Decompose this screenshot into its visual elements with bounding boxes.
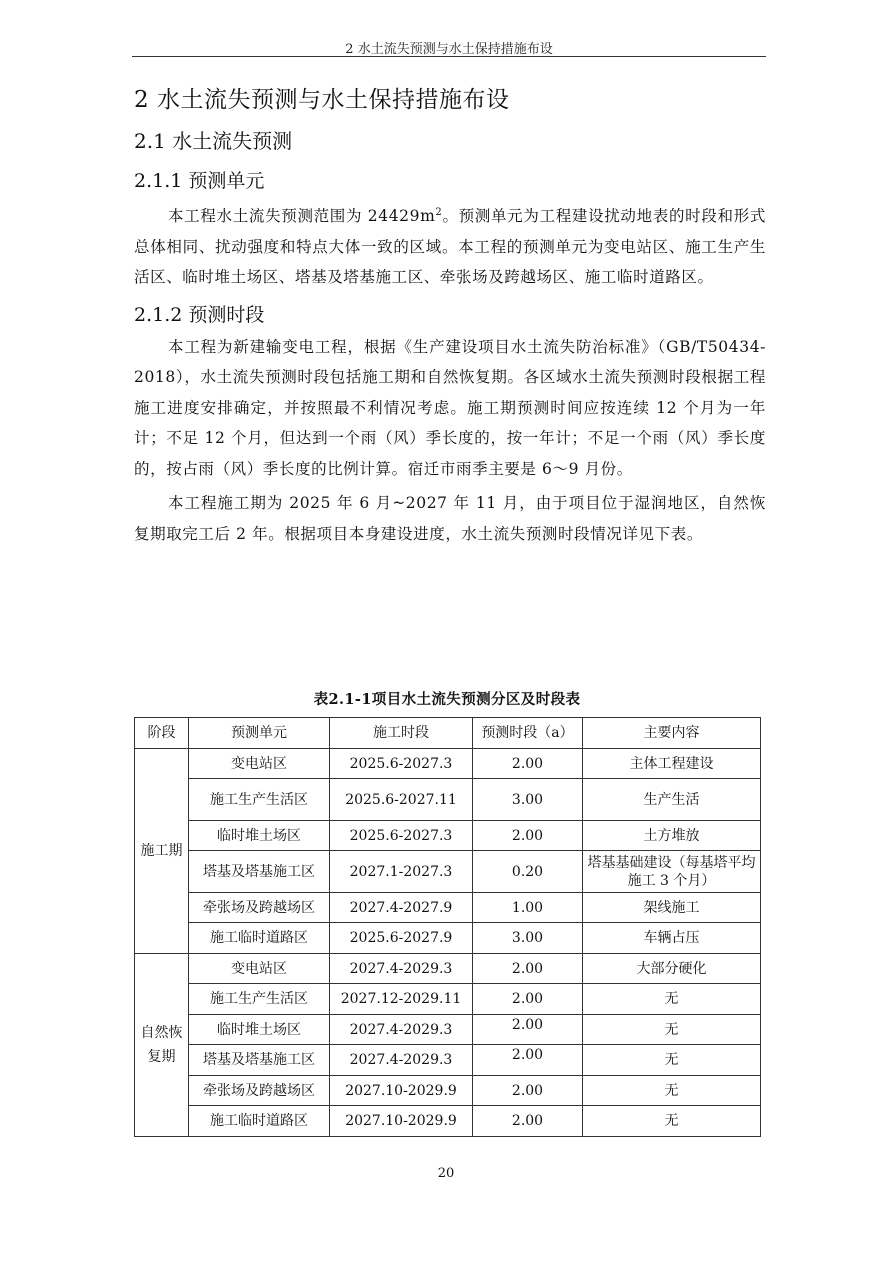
- unit-cell: 临时堆土场区: [189, 821, 330, 851]
- stage-cell: [135, 954, 189, 1137]
- table-caption: 表2.1-1项目水土流失预测分区及时段表: [313, 691, 581, 708]
- table-row: [135, 1045, 761, 1076]
- years-cell: 3.00: [473, 923, 583, 954]
- page-content: [134, 82, 766, 549]
- years-cell: 2.00: [473, 1076, 583, 1106]
- content-cell: 无: [583, 1106, 761, 1137]
- paragraph-units-text-a: 本工程水土流失预测范围为 24429m: [168, 207, 436, 226]
- years-cell: 1.00: [473, 893, 583, 923]
- unit-cell: 临时堆土场区: [189, 1015, 330, 1045]
- table-header-row: [135, 718, 761, 749]
- content-cell: 无: [583, 1045, 761, 1076]
- table-row: [135, 1076, 761, 1106]
- table-row: [135, 851, 761, 893]
- period-cell: 2025.6-2027.3: [330, 749, 473, 779]
- page-number: 20: [437, 1166, 455, 1181]
- table-header-cell: 预测单元: [189, 718, 330, 749]
- unit-cell: 施工生产生活区: [189, 779, 330, 821]
- period-cell: 2025.6-2027.9: [330, 923, 473, 954]
- content-cell: 车辆占压: [583, 923, 761, 954]
- content-cell: 大部分硬化: [583, 954, 761, 984]
- table-header-cell: 阶段: [135, 718, 189, 749]
- content-cell: 生产生活: [583, 779, 761, 821]
- content-cell: 土方堆放: [583, 821, 761, 851]
- unit-cell: 变电站区: [189, 954, 330, 984]
- content-cell: 架线施工: [583, 893, 761, 923]
- period-cell: 2027.4-2029.3: [330, 1015, 473, 1045]
- paragraph-periods-2: 本工程施工期为 2025 年 6 月~2027 年 11 月，由于项目位于湿润地区，自然恢复期取完工后 2 年。根据项目本身建设进度，水土流失预测时段情况详见下表。: [134, 494, 766, 543]
- table-row: [135, 954, 761, 984]
- years-cell: 2.00: [473, 1106, 583, 1137]
- table-header-cell: 预测时段（a）: [473, 718, 583, 749]
- content-cell: 塔基基础建设（每基塔平均施工 3 个月）: [583, 851, 761, 893]
- years-cell: 2.00: [473, 954, 583, 984]
- header-rule: [132, 56, 766, 57]
- prediction-table: [134, 717, 761, 1137]
- table-row: [135, 984, 761, 1015]
- unit-cell: 施工临时道路区: [189, 923, 330, 954]
- paragraph-units-text-b: 。预测单元为工程建设扰动地表的时段和形式总体相同、扰动强度和特点大体一致的区域。本工程的预测单元为变电站区、施工生产生活区、临时堆土场区、塔基及塔基施工区、牵张场及跨越场区、施工临时道路区。: [134, 207, 766, 287]
- unit-cell: 牵张场及跨越场区: [189, 1076, 330, 1106]
- table-row: [135, 749, 761, 779]
- unit-cell: 施工生产生活区: [189, 984, 330, 1015]
- table-row: [135, 1015, 761, 1045]
- superscript: 2: [435, 207, 443, 218]
- paragraph-units: [134, 198, 766, 293]
- period-cell: 2027.4-2027.9: [330, 893, 473, 923]
- period-cell: 2027.4-2029.3: [330, 954, 473, 984]
- period-cell: 2027.12-2029.11: [330, 984, 473, 1015]
- table-header-cell: 主要内容: [583, 718, 761, 749]
- subsection-title-units: 2.1.1 预测单元: [134, 170, 265, 192]
- chapter-title: 2 水土流失预测与水土保持措施布设: [134, 87, 510, 113]
- unit-cell: 施工临时道路区: [189, 1106, 330, 1137]
- table-row: [135, 779, 761, 821]
- unit-cell: 塔基及塔基施工区: [189, 851, 330, 893]
- table-row: [135, 1106, 761, 1137]
- period-cell: 2027.1-2027.3: [330, 851, 473, 893]
- content-cell: 无: [583, 1015, 761, 1045]
- unit-cell: 变电站区: [189, 749, 330, 779]
- unit-cell: 牵张场及跨越场区: [189, 893, 330, 923]
- years-cell: 2.00: [473, 984, 583, 1015]
- years-cell: 2.00: [473, 1015, 583, 1045]
- period-cell: 2025.6-2027.3: [330, 821, 473, 851]
- period-cell: 2025.6-2027.11: [330, 779, 473, 821]
- content-cell: 主体工程建设: [583, 749, 761, 779]
- section-title: 2.1 水土流失预测: [134, 129, 293, 153]
- table-row: [135, 821, 761, 851]
- years-cell: 3.00: [473, 779, 583, 821]
- years-cell: 2.00: [473, 1045, 583, 1076]
- table-row: [135, 893, 761, 923]
- years-cell: 2.00: [473, 749, 583, 779]
- years-cell: 0.20: [473, 851, 583, 893]
- unit-cell: 塔基及塔基施工区: [189, 1045, 330, 1076]
- years-cell: 2.00: [473, 821, 583, 851]
- table-row: [135, 923, 761, 954]
- running-header: 2 水土流失预测与水土保持措施布设: [345, 42, 553, 57]
- content-cell: 无: [583, 984, 761, 1015]
- table-header-cell: 施工时段: [330, 718, 473, 749]
- period-cell: 2027.10-2029.9: [330, 1076, 473, 1106]
- stage-label: 自然恢复期: [140, 1025, 183, 1065]
- subsection-title-periods: 2.1.2 预测时段: [134, 303, 265, 326]
- period-cell: 2027.4-2029.3: [330, 1045, 473, 1076]
- period-cell: 2027.10-2029.9: [330, 1106, 473, 1137]
- paragraph-periods-1: 本工程为新建输变电工程，根据《生产建设项目水土流失防治标准》（GB/T50434-2018），水土流失预测时段包括施工期和自然恢复期。各区域水土流失预测时段根据工程施工进度安排确定，并按照最不利情况考虑。施工期预测时间应按连续 12 个月为一年计；不足 12 个月，但达到一个雨（风）季长度的，按一年计；不足一个雨（风）季长度的，按占雨（风）季长度的比例计算。宿迁市雨季主要是 6～9 月份。: [134, 337, 766, 478]
- stage-cell: 施工期: [135, 749, 189, 954]
- content-cell: 无: [583, 1076, 761, 1106]
